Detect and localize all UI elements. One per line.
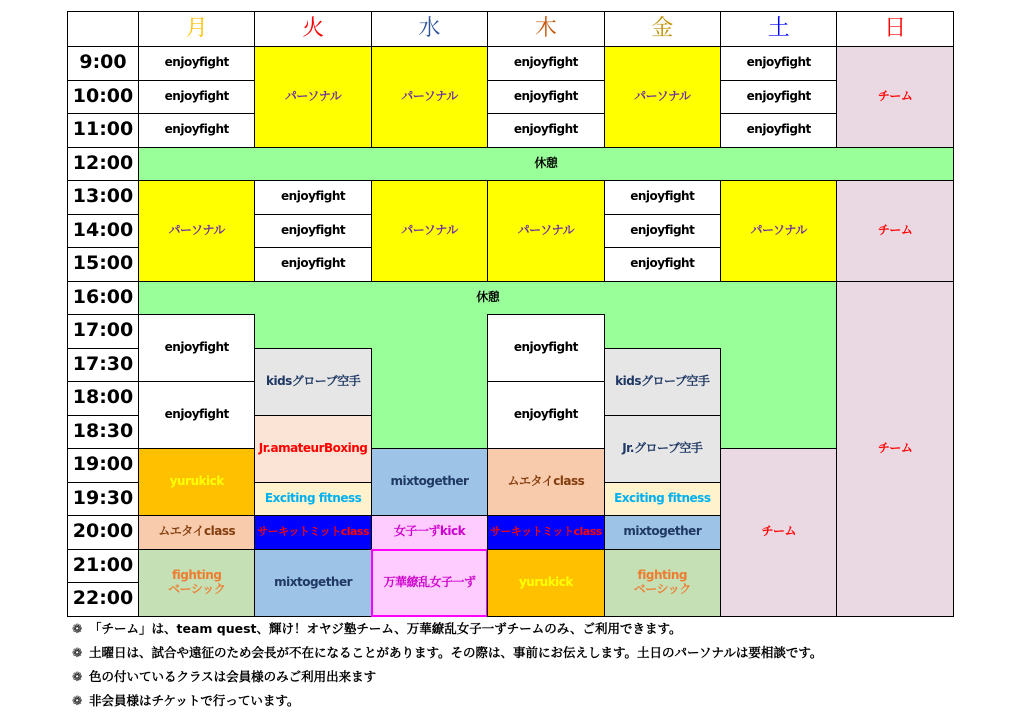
time-label: 15:00 (67, 247, 139, 282)
note-line (72, 691, 299, 709)
flower-icon: ❁ (72, 693, 83, 708)
class-cell: enjoyfight (254, 180, 371, 215)
class-cell: kidsグローブ空手 (254, 348, 371, 416)
class-cell: enjoyfight (720, 113, 837, 148)
class-cell: パーソナル (254, 46, 371, 148)
class-cell: パーソナル (371, 180, 488, 282)
class-cell: チーム (836, 180, 953, 282)
class-cell: enjoyfight (487, 46, 604, 81)
class-cell: enjoyfight (138, 46, 255, 81)
day-header: 木 (487, 11, 604, 47)
class-cell: Jr.グローブ空手 (604, 415, 721, 483)
class-cell: サーキットミットclass (487, 515, 604, 550)
break-fill (720, 314, 836, 448)
class-cell: サーキットミットclass (254, 515, 371, 550)
class-cell: enjoyfight (138, 314, 255, 382)
note-line (72, 643, 822, 661)
time-label: 10:00 (67, 80, 139, 115)
class-cell: mixtogether (254, 549, 371, 617)
day-header: 土 (720, 11, 837, 47)
day-header: 水 (371, 11, 488, 47)
time-label: 12:00 (67, 147, 139, 182)
break-fill (604, 314, 720, 348)
class-cell: 休憩 (138, 281, 837, 316)
weekly-schedule-table (67, 11, 949, 617)
class-cell: チーム (836, 281, 953, 617)
class-cell: enjoyfight (138, 381, 255, 449)
class-cell: ムエタイclass (138, 515, 255, 550)
time-label: 18:30 (67, 415, 139, 450)
class-cell: パーソナル (138, 180, 255, 282)
break-fill (371, 314, 487, 448)
class-cell: enjoyfight (138, 80, 255, 115)
time-label: 20:00 (67, 515, 139, 550)
class-cell: enjoyfight (604, 247, 721, 282)
class-cell: enjoyfight (138, 113, 255, 148)
class-cell: mixtogether (604, 515, 721, 550)
note-line (72, 667, 376, 685)
day-header: 火 (254, 11, 371, 47)
class-cell: パーソナル (487, 180, 604, 282)
class-cell: Exciting fitness (604, 482, 721, 517)
time-label: 16:00 (67, 281, 139, 316)
class-cell: Exciting fitness (254, 482, 371, 517)
class-cell: enjoyfight (254, 247, 371, 282)
time-label: 21:00 (67, 549, 139, 584)
time-label: 17:00 (67, 314, 139, 349)
day-header: 日 (836, 11, 953, 47)
class-cell: パーソナル (604, 46, 721, 148)
day-header: 月 (138, 11, 255, 47)
class-cell: enjoyfight (720, 46, 837, 81)
class-cell: enjoyfight (720, 80, 837, 115)
class-cell: fighting ベーシック (604, 549, 721, 617)
time-label: 13:00 (67, 180, 139, 215)
class-cell: 万華繚乱女子一ず (371, 549, 488, 617)
class-cell: fighting ベーシック (138, 549, 255, 617)
class-cell: enjoyfight (487, 80, 604, 115)
note-text: 色の付いているクラスは会員様のみご利用出来ます (89, 669, 377, 684)
time-label: 18:00 (67, 381, 139, 416)
class-cell: チーム (836, 46, 953, 148)
class-cell: enjoyfight (487, 314, 604, 382)
class-cell: パーソナル (720, 180, 837, 282)
flower-icon: ❁ (72, 621, 83, 636)
class-cell: yurukick (138, 448, 255, 516)
time-label: 11:00 (67, 113, 139, 148)
class-cell: ムエタイclass (487, 448, 604, 516)
flower-icon: ❁ (72, 669, 83, 684)
class-cell: kidsグローブ空手 (604, 348, 721, 416)
class-cell: yurukick (487, 549, 604, 617)
class-cell: enjoyfight (487, 381, 604, 449)
flower-icon: ❁ (72, 645, 83, 660)
break-fill (254, 314, 370, 348)
time-label: 14:00 (67, 214, 139, 249)
note-text: 非会員様はチケットで行っています。 (89, 693, 300, 708)
class-cell: 女子一ずkick (371, 515, 488, 550)
class-cell: パーソナル (371, 46, 488, 148)
class-cell: enjoyfight (487, 113, 604, 148)
note-line (72, 619, 682, 637)
day-header: 金 (604, 11, 721, 47)
time-label: 19:30 (67, 482, 139, 517)
class-cell: チーム (720, 448, 837, 617)
time-label: 17:30 (67, 348, 139, 383)
class-cell: mixtogether (371, 448, 488, 516)
class-cell: enjoyfight (254, 214, 371, 249)
table-corner (67, 11, 139, 47)
class-cell: enjoyfight (604, 214, 721, 249)
time-label: 9:00 (67, 46, 139, 81)
time-label: 22:00 (67, 582, 139, 617)
class-cell: Jr.amateurBoxing (254, 415, 371, 483)
class-cell: enjoyfight (604, 180, 721, 215)
note-text: 「チーム」は、team quest、輝け！オヤジ塾チーム、万華繚乱女子一ずチームのみ、ご利用できます。 (89, 621, 682, 636)
note-text: 土曜日は、試合や遠征のため会長が不在になることがあります。その際は、事前にお伝えします。土日のパーソナルは要相談です。 (89, 645, 823, 660)
class-cell: 休憩 (138, 147, 954, 182)
time-label: 19:00 (67, 448, 139, 483)
